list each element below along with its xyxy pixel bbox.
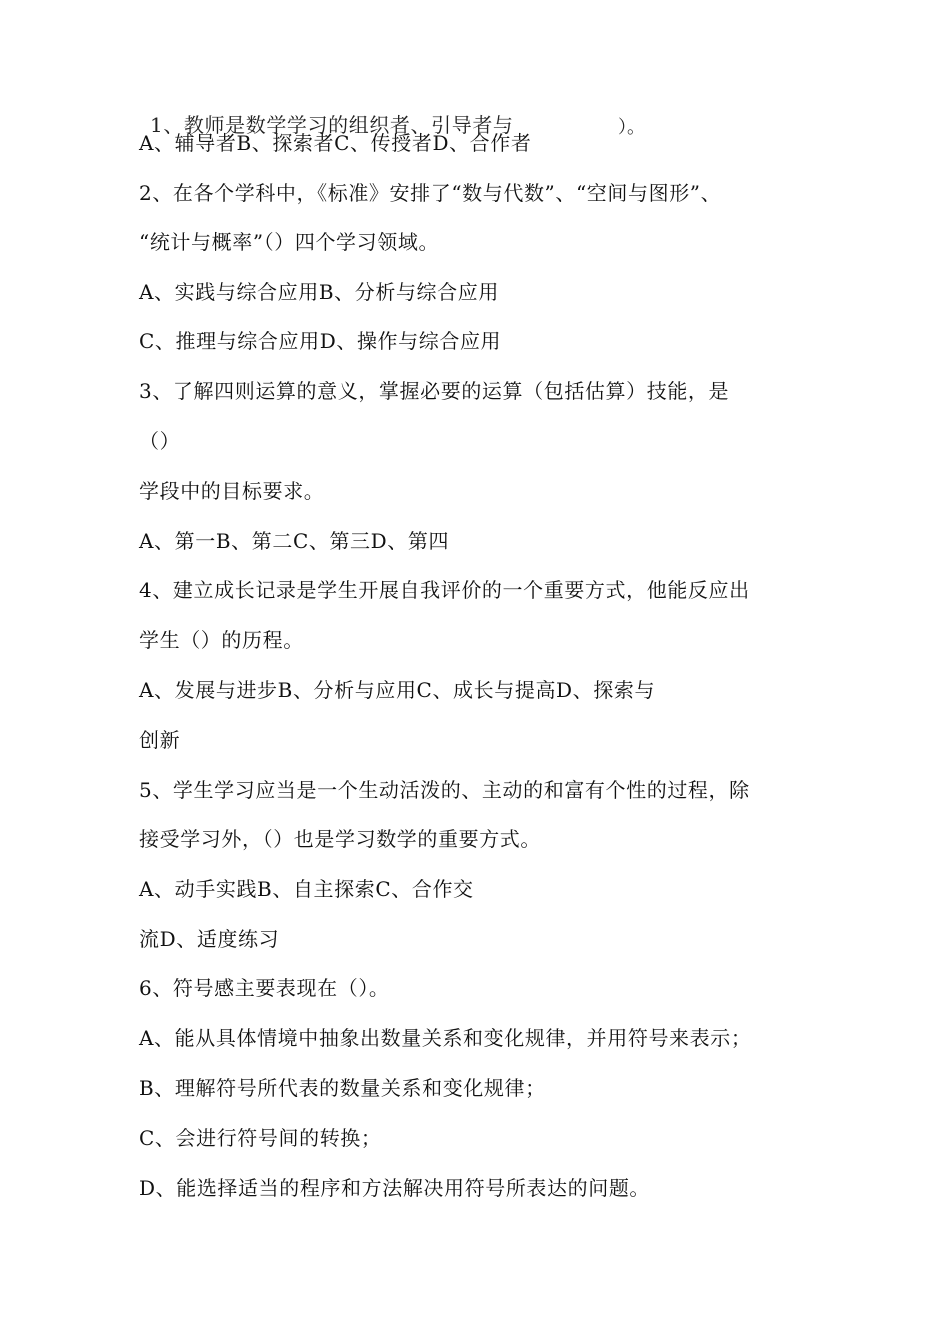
question-3-stem-line-1: 3、了解四则运算的意义，掌握必要的运算（包括估算）技能，是	[139, 379, 730, 403]
question-2-stem-line-2: “统计与概率”（）四个学习领域。	[139, 230, 440, 254]
question-4-stem-line-1: 4、建立成长记录是学生开展自我评价的一个重要方式，他能反应出	[139, 578, 750, 602]
question-4-options-line-2: 创新	[139, 728, 181, 752]
question-5-options-line-1: A、动手实践B、自主探索C、合作交	[139, 877, 474, 901]
question-1-options: A、辅导者B、探索者C、传授者D、合作者	[139, 131, 532, 155]
question-3-options: A、第一B、第二C、第三D、第四	[139, 529, 450, 553]
question-6-option-b: B、理解符号所代表的数量关系和变化规律；	[139, 1076, 546, 1100]
question-6-option-c: C、会进行符号间的转换；	[139, 1126, 382, 1150]
question-5-options-line-2: 流D、适度练习	[139, 927, 280, 951]
question-4-stem-line-2: 学生（）的历程。	[139, 628, 304, 652]
question-5-stem-line-2: 接受学习外，（）也是学习数学的重要方式。	[139, 827, 541, 851]
question-5-stem-line-1: 5、学生学习应当是一个生动活泼的、主动的和富有个性的过程，除	[139, 778, 750, 802]
question-1-stem: 1、教师是数学学习的组织者、引导者与	[150, 113, 514, 137]
question-6-option-a: A、能从具体情境中抽象出数量关系和变化规律，并用符号来表示；	[139, 1026, 752, 1050]
question-1-bracket: ）。	[618, 117, 645, 138]
question-2-options-ab: A、实践与综合应用B、分析与综合应用	[139, 280, 499, 304]
question-4-options-line-1: A、发展与进步B、分析与应用C、成长与提高D、探索与	[139, 678, 656, 702]
question-6-stem: 6、符号感主要表现在（）。	[139, 976, 390, 1000]
question-3-stem-line-3: 学段中的目标要求。	[139, 479, 325, 503]
question-2-stem-line-1: 2、在各个学科中，《标准》安排了“数与代数”、“空间与图形”、	[139, 181, 722, 205]
question-2-options-cd: C、推理与综合应用D、操作与综合应用	[139, 329, 502, 353]
question-6-option-d: D、能选择适当的程序和方法解决用符号所表达的问题。	[139, 1176, 651, 1200]
question-3-stem-line-2: （）	[139, 429, 181, 453]
